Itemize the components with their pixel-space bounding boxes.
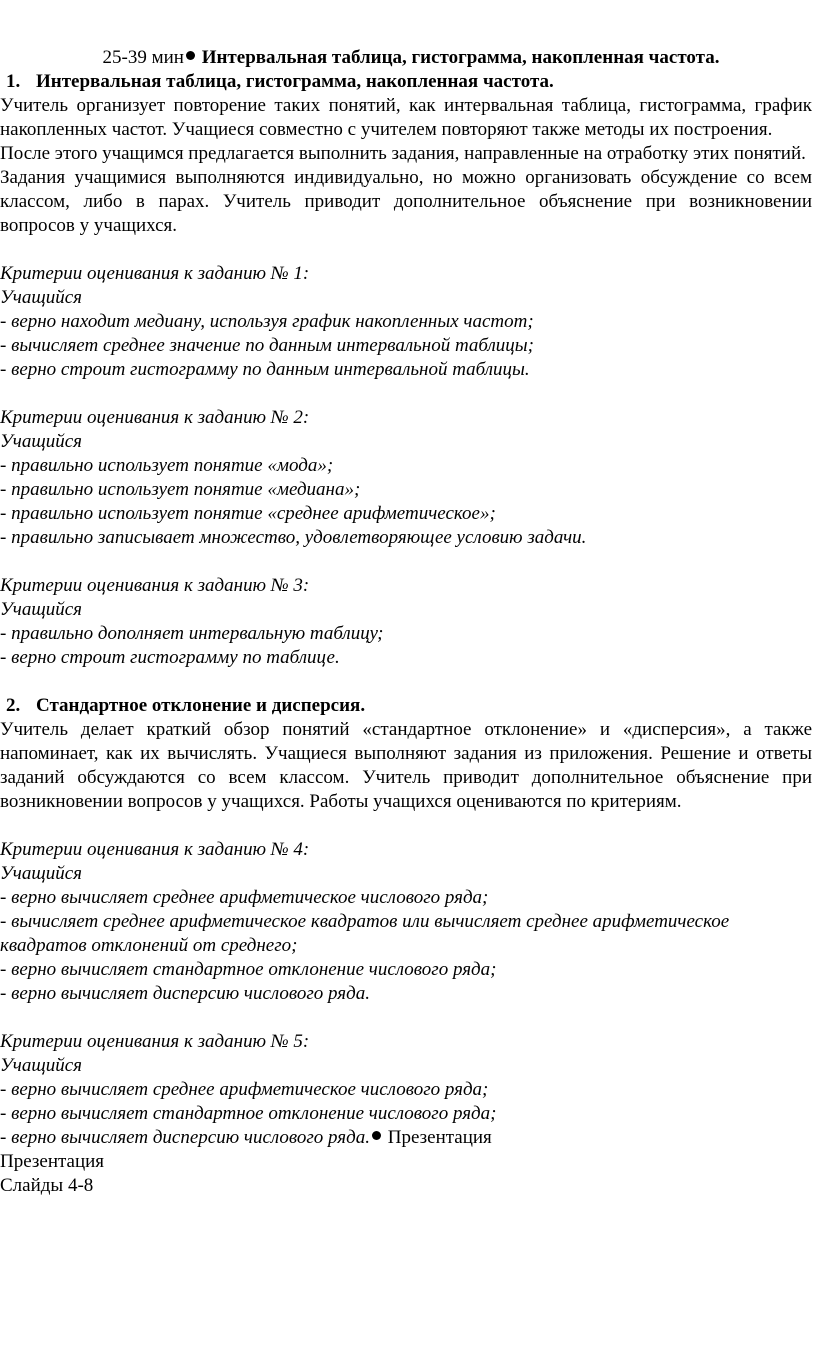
section-1-title-text: Интервальная таблица, гистограмма, накопленная частота. <box>36 71 554 92</box>
bullet-icon <box>186 51 195 60</box>
header-title: Интервальная таблица, гистограмма, накопленная частота. <box>201 47 720 68</box>
spacer <box>0 1006 812 1030</box>
section-1-number: 1. <box>6 71 21 92</box>
criteria-3-item: - правильно дополняет интервальную таблицу; <box>0 623 384 644</box>
criteria-2-item: - правильно записывает множество, удовлетворяющее условию задачи. <box>0 527 587 548</box>
criteria-4-item: - вычисляет среднее арифметическое квадратов или вычисляет среднее арифметическое квадратов отклонений от среднего; <box>0 911 730 956</box>
criteria-1-item: - верно строит гистограмму по данным интервальной таблицы. <box>0 359 530 380</box>
criteria-3-item: - верно строит гистограмму по таблице. <box>0 647 340 668</box>
header-line <box>0 46 812 70</box>
criteria-5-block <box>0 1030 812 1150</box>
criteria-5-item: - верно вычисляет дисперсию числового ряда. <box>0 1127 370 1148</box>
spacer <box>0 670 812 694</box>
criteria-5-title: Критерии оценивания к заданию № 5: <box>0 1031 310 1052</box>
spacer <box>0 550 812 574</box>
criteria-5-trailing: Презентация <box>387 1127 492 1148</box>
spacer <box>0 814 812 838</box>
criteria-4-item: - верно вычисляет дисперсию числового ряда. <box>0 983 370 1004</box>
criteria-2-title: Критерии оценивания к заданию № 2: <box>0 407 310 428</box>
criteria-3-subject: Учащийся <box>0 599 82 620</box>
criteria-1-subject: Учащийся <box>0 287 82 308</box>
criteria-2-subject: Учащийся <box>0 431 82 452</box>
criteria-2-block <box>0 406 812 550</box>
section-2-paragraph-1: Учитель делает краткий обзор понятий «стандартное отклонение» и «дисперсия», а также напоминает, как их вычислять. Учащиеся выполняют задания из приложения. Решение и ответы заданий обсуждаются со всем классом. Учитель приводит дополнительное объяснение при возникновении вопросов у учащихся. Работы учащихся оцениваются по критериям. <box>0 719 812 812</box>
footer-resource: Презентация <box>0 1151 105 1172</box>
criteria-4-title: Критерии оценивания к заданию № 4: <box>0 839 310 860</box>
section-2-title-text: Стандартное отклонение и дисперсия. <box>36 695 366 716</box>
criteria-4-item: - верно вычисляет стандартное отклонение числового ряда; <box>0 959 497 980</box>
criteria-2-item: - правильно использует понятие «мода»; <box>0 455 334 476</box>
criteria-4-block <box>0 838 812 1006</box>
section-2-number: 2. <box>6 695 21 716</box>
spacer <box>0 238 812 262</box>
document-page <box>0 46 812 1198</box>
criteria-4-item: - верно вычисляет среднее арифметическое числового ряда; <box>0 887 489 908</box>
criteria-3-block <box>0 574 812 670</box>
header-time: 25-39 мин <box>102 47 184 68</box>
criteria-5-last-line <box>0 1126 812 1150</box>
criteria-5-item: - верно вычисляет стандартное отклонение числового ряда; <box>0 1103 497 1124</box>
criteria-2-item: - правильно использует понятие «медиана»; <box>0 479 361 500</box>
section-1-paragraph-2: После этого учащимся предлагается выполнить задания, направленные на отработку этих понятий. <box>0 143 806 164</box>
section-1-paragraph-3: Задания учащимися выполняются индивидуально, но можно организовать обсуждение со всем классом, либо в парах. Учитель приводит дополнительное объяснение при возникновении вопросов у учащихся. <box>0 167 812 236</box>
section-2-title <box>0 694 812 718</box>
section-1-title <box>0 70 812 94</box>
footer-slides: Слайды 4-8 <box>0 1175 94 1196</box>
criteria-1-block <box>0 262 812 382</box>
criteria-4-subject: Учащийся <box>0 863 82 884</box>
bullet-icon <box>372 1131 381 1140</box>
section-1-paragraph-1: Учитель организует повторение таких понятий, как интервальная таблица, гистограмма, график накопленных частот. Учащиеся совместно с учителем повторяют также методы их построения. <box>0 95 812 140</box>
spacer <box>0 382 812 406</box>
criteria-1-item: - вычисляет среднее значение по данным интервальной таблицы; <box>0 335 534 356</box>
criteria-1-item: - верно находит медиану, используя график накопленных частот; <box>0 311 534 332</box>
criteria-2-item: - правильно использует понятие «среднее арифметическое»; <box>0 503 496 524</box>
criteria-1-title: Критерии оценивания к заданию № 1: <box>0 263 310 284</box>
criteria-5-item: - верно вычисляет среднее арифметическое числового ряда; <box>0 1079 489 1100</box>
criteria-3-title: Критерии оценивания к заданию № 3: <box>0 575 310 596</box>
criteria-5-subject: Учащийся <box>0 1055 82 1076</box>
